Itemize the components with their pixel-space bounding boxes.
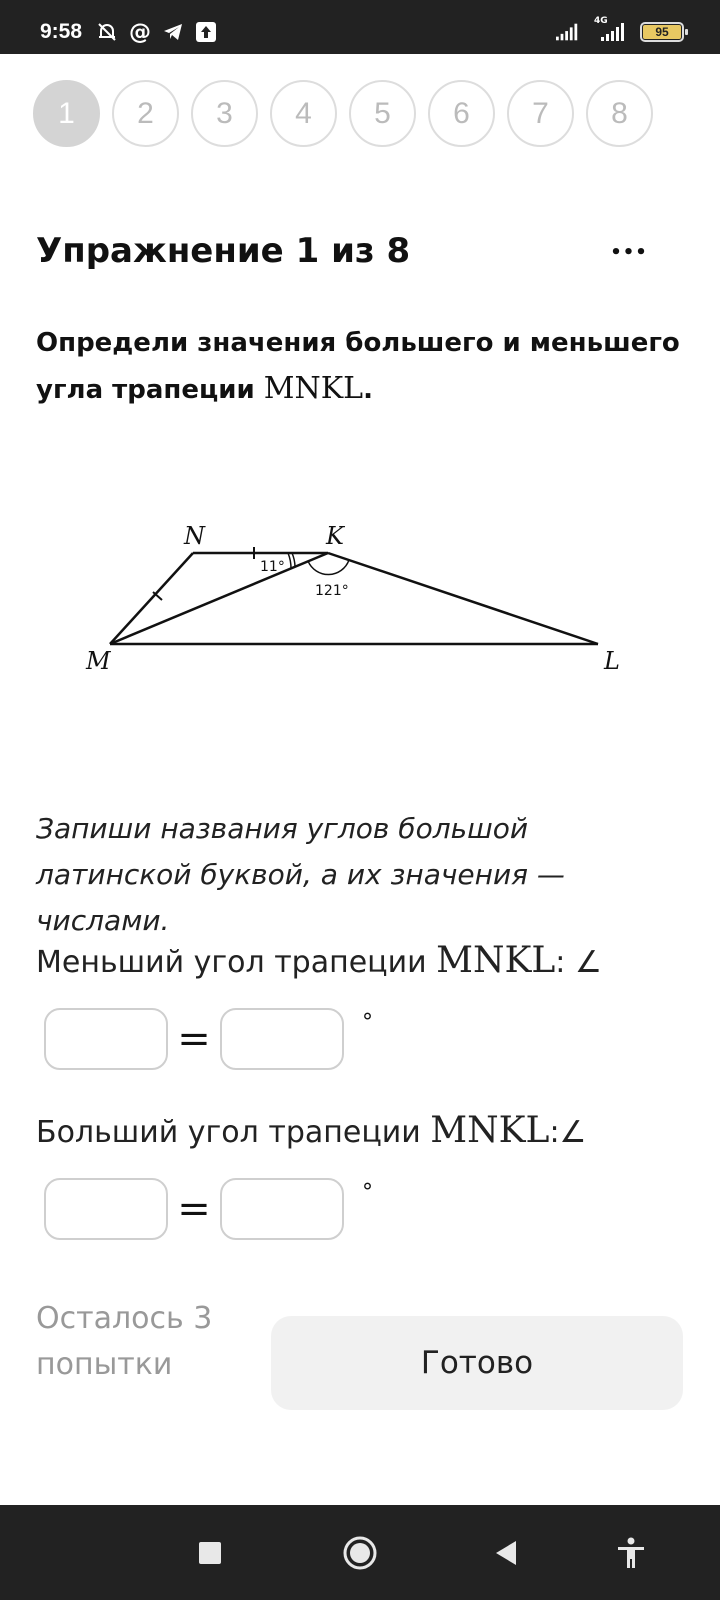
step-2[interactable]: 2 [112, 80, 179, 147]
status-system-icons [556, 16, 684, 44]
larger-angle-label [36, 1110, 586, 1151]
home-circle-icon[interactable] [338, 1531, 382, 1575]
network-type: 4G [594, 16, 608, 26]
trapezoid-figure [60, 510, 660, 700]
step-6[interactable]: 6 [428, 80, 495, 147]
status-bar [0, 0, 720, 54]
question-text [36, 320, 686, 413]
vertex-n: N [184, 522, 205, 550]
vertex-m: M [86, 647, 111, 675]
battery-icon [640, 22, 684, 42]
bell-off-icon [95, 20, 119, 44]
done-button[interactable]: Готово [271, 1316, 683, 1410]
angle-small-label: 11° [260, 559, 285, 575]
degree-sign: ° [362, 1010, 373, 1035]
telegram-icon [161, 20, 185, 44]
upload-icon [194, 20, 218, 44]
smaller-angle-math: MNKL [436, 940, 556, 981]
more-dots-icon: ••• [610, 241, 648, 263]
larger-angle-value-input[interactable] [220, 1178, 344, 1240]
back-triangle-icon[interactable] [484, 1531, 528, 1575]
vertex-k: K [326, 522, 344, 550]
larger-angle-name-input[interactable] [44, 1178, 168, 1240]
accessibility-icon[interactable] [609, 1531, 653, 1575]
at-sign-icon: @ [129, 19, 151, 45]
status-time: 9:58 [40, 20, 83, 43]
vertex-l: L [604, 647, 620, 675]
question-end: . [363, 375, 373, 405]
side-kl [328, 553, 598, 644]
smaller-angle-suffix: : ∠ [555, 945, 602, 980]
angle-large-label: 121° [315, 583, 349, 599]
status-notification-icons [95, 20, 218, 44]
signal-icon [556, 20, 580, 44]
larger-angle-suffix: :∠ [549, 1115, 587, 1150]
square-icon[interactable] [188, 1531, 232, 1575]
arc-small-1 [292, 553, 295, 567]
exercise-title: Упражнение 1 из 8 [36, 231, 411, 271]
degree-sign: ° [362, 1180, 373, 1205]
step-3[interactable]: 3 [191, 80, 258, 147]
hint-text: Запиши названия углов большой латинской буквой, а их значения — числами. [36, 812, 565, 937]
step-indicator [33, 80, 653, 147]
step-8[interactable]: 8 [586, 80, 653, 147]
smaller-angle-text: Меньший угол трапеции [36, 945, 437, 980]
arc-large [308, 560, 349, 575]
arc-small-2 [288, 553, 291, 569]
step-7[interactable]: 7 [507, 80, 574, 147]
larger-angle-row [44, 1178, 373, 1240]
smaller-angle-value-input[interactable] [220, 1008, 344, 1070]
step-4[interactable]: 4 [270, 80, 337, 147]
step-5[interactable]: 5 [349, 80, 416, 147]
larger-angle-math: MNKL [430, 1110, 550, 1151]
question-body: Определи значения большего и меньшего угла трапеции [36, 328, 680, 405]
step-1[interactable]: 1 [33, 80, 100, 147]
side-mn [110, 553, 193, 644]
smaller-angle-row [44, 1008, 373, 1070]
smaller-angle-name-input[interactable] [44, 1008, 168, 1070]
question-math: MNKL [263, 371, 364, 406]
battery-level: 95 [643, 25, 681, 39]
larger-angle-text: Больший угол трапеции [36, 1115, 431, 1150]
smaller-angle-label [36, 940, 602, 981]
equals-sign: = [177, 1016, 211, 1062]
navigation-bar [0, 1505, 720, 1600]
attempts-remaining: Осталось 3 попытки [36, 1301, 213, 1382]
more-options-button[interactable] [605, 232, 653, 272]
equals-sign: = [177, 1186, 211, 1232]
signal-4g-icon [592, 16, 628, 44]
